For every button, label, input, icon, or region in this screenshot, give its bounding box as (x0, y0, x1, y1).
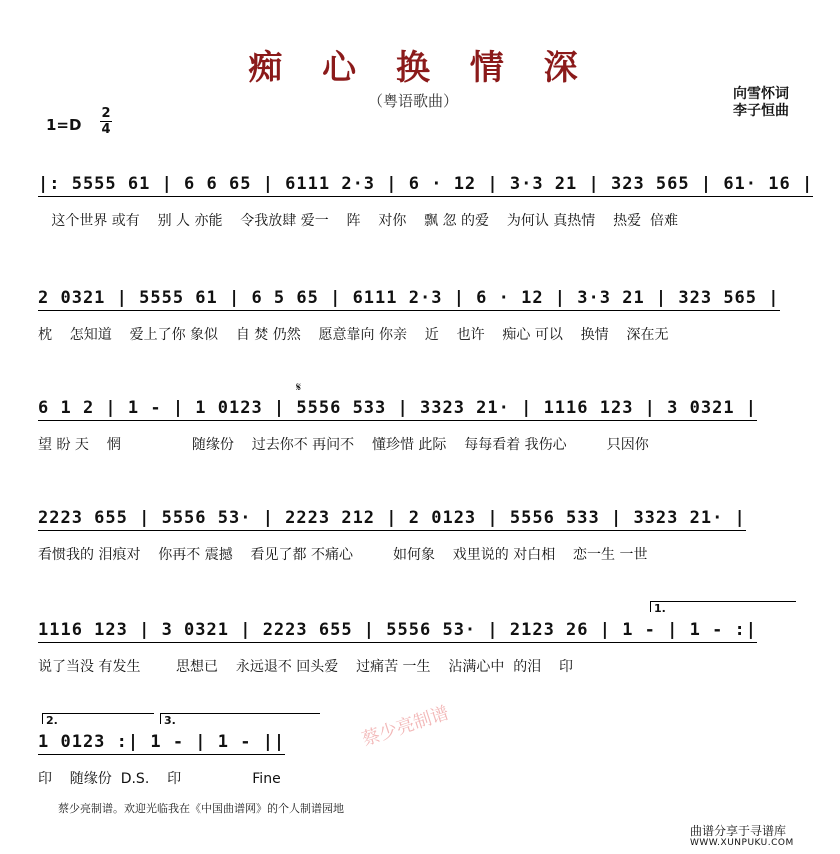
time-numerator: 2 (101, 106, 111, 121)
lyric-line: 这个世界 或有 别 人 亦能 令我放肆 爱一 阵 对你 飘 忽 的爱 为何认 真热情 热爱 倍难 (38, 213, 679, 229)
notes-text: |: 5555 61 | 6 6 65 | 6111 2·3 | 6 · 12 | 3·3 21 | 323 565 | 61· 16 | (38, 174, 813, 197)
footer-note: 蔡少亮制谱。欢迎光临我在《中国曲谱网》的个人制谱园地 (58, 802, 344, 815)
notes-line (38, 390, 804, 426)
volta-3: 3. (160, 713, 320, 724)
lyric-line: 枕 怎知道 爱上了你 象似 自 焚 仍然 愿意靠向 你亲 近 也许 痴心 可以 换情 深在无 (38, 327, 669, 343)
notes-line (38, 612, 804, 648)
time-signature (100, 106, 112, 137)
notes-text: 6 1 2 | 1 - | 1 0123 | 5556 533 | 3323 21· | 1116 123 | 3 0321 | (38, 398, 757, 421)
notes-line (38, 280, 804, 316)
credits (733, 86, 789, 120)
watermark: 蔡少亮制谱 (359, 702, 452, 751)
lyric-line: 望 盼 天 惘 随缘份 过去你不 再问不 懂珍惜 此际 每每看着 我伤心 只因你 (38, 437, 649, 453)
notes-text: 1116 123 | 3 0321 | 2223 655 | 5556 53· | 2123 26 | 1 - | 1 - :| (38, 620, 757, 643)
song-title: 痴 心 换 情 深 (248, 48, 592, 88)
lyricist: 向雪怀词 (733, 86, 789, 102)
lyric-line: 印 随缘份 D.S. 印 Fine (38, 771, 281, 787)
key-signature: 1=D (46, 116, 82, 134)
share-text: 曲谱分享于寻谱库 (690, 824, 787, 838)
lyric-line: 说了当没 有发生 思想已 永远退不 回头爱 过痛苦 一生 沾满心中 的泪 印 (38, 659, 574, 675)
notes-text: 2 0321 | 5555 61 | 6 5 65 | 6111 2·3 | 6 · 12 | 3·3 21 | 323 565 | (38, 288, 780, 311)
volta-2: 2. (42, 713, 154, 724)
notes-line (38, 166, 814, 202)
lyric-line: 看惯我的 泪痕对 你再不 震撼 看见了都 不痛心 如何象 戏里说的 对白相 恋一生 一世 (38, 547, 648, 563)
composer: 李子恒曲 (733, 103, 789, 119)
time-denominator: 4 (101, 122, 111, 137)
notes-text: 1 0123 :| 1 - | 1 - || (38, 732, 285, 755)
site-url: WWW.XUNPUKU.COM (690, 838, 794, 848)
song-subtitle: （粤语歌曲） (368, 92, 459, 110)
notes-text: 2223 655 | 5556 53· | 2223 212 | 2 0123 | 5556 533 | 3323 21· | (38, 508, 746, 531)
segno-sign: 𝄋 (296, 380, 302, 394)
volta-1: 1. (650, 601, 796, 612)
notes-line (38, 500, 804, 536)
